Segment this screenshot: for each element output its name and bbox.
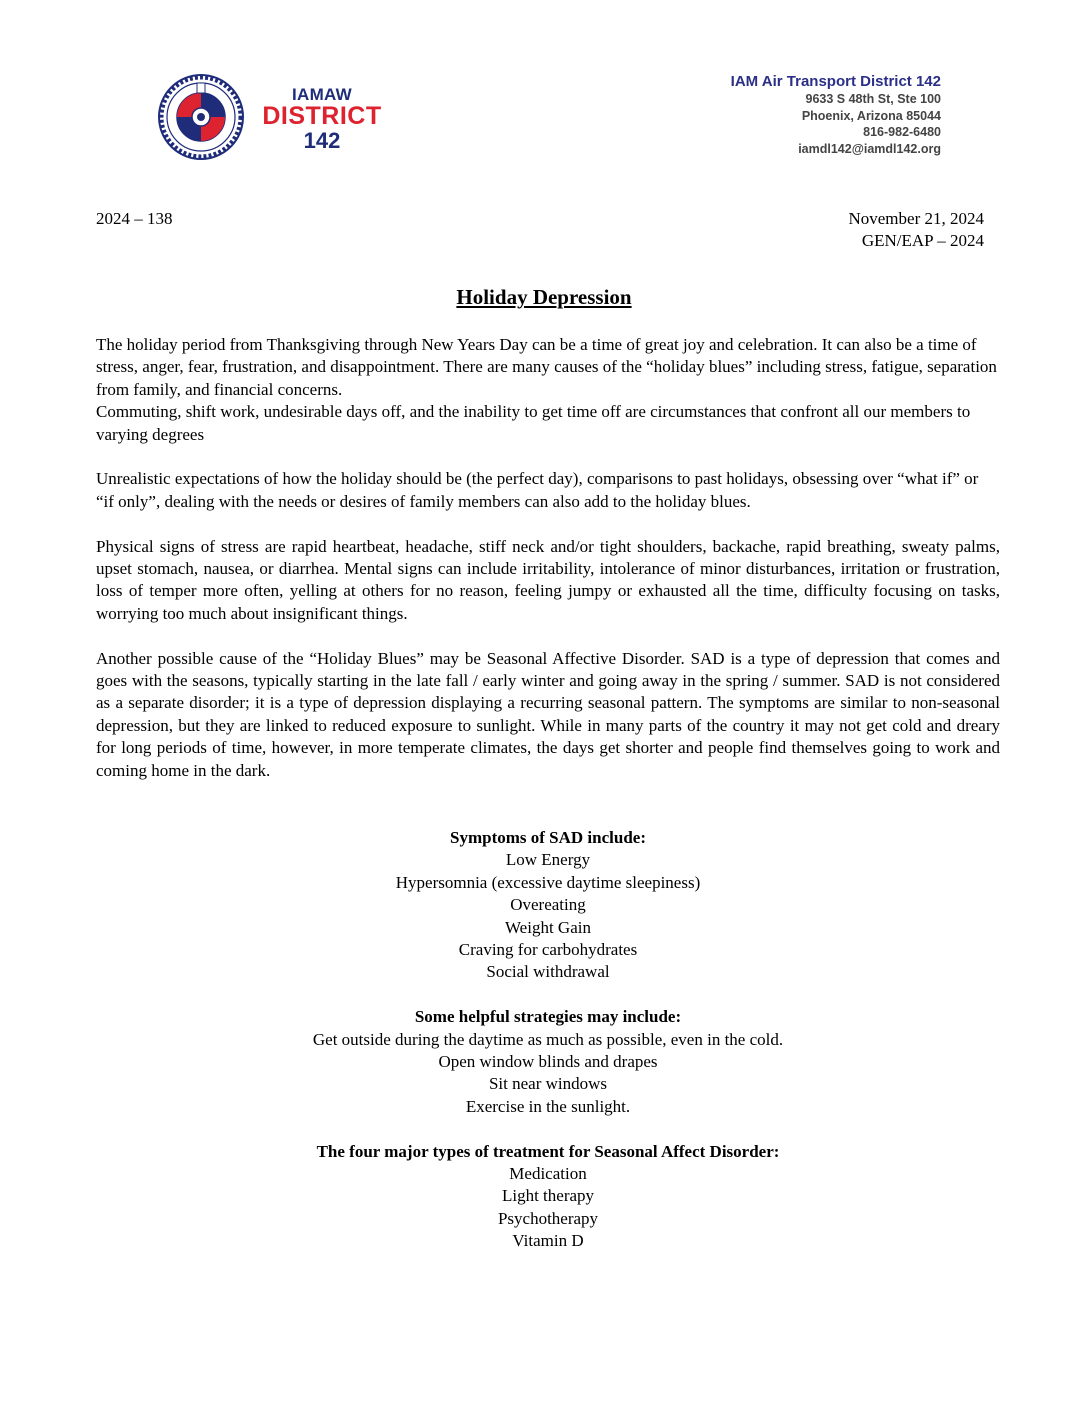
treatments-heading: The four major types of treatment for Seasonal Affect Disorder: [316,1141,780,1161]
list-item: Open window blinds and drapes [438,1052,658,1072]
brand-iamaw: IAMAW [291,85,353,104]
list-item: Craving for carbohydrates [458,940,638,960]
paragraph-intro: The holiday period from Thanksgiving through New Years Day can be a time of great joy and celebration. It can also be a time of stress, anger, fear, frustration, and disappointment. There are many causes of the “holiday blues” including stress, fatigue, separation from family, and financial concerns. [96,335,997,399]
list-item: Sit near windows [488,1074,608,1094]
list-item: Light therapy [501,1186,595,1206]
memo-date: November 21, 2024 [848,209,984,228]
treatments-list [0,1163,1088,1253]
memo-number: 2024 – 138 [96,209,173,228]
list-item: Psychotherapy [497,1208,599,1228]
list-item: Hypersomnia (excessive daytime sleepiness) [395,872,701,892]
list-item: Vitamin D [512,1231,584,1251]
paragraph-commuting: Commuting, shift work, undesirable days off, and the inability to get time off are circumstances that confront all our members to varying degrees [96,402,971,444]
list-item: Medication [509,1164,587,1184]
list-item: Exercise in the sunlight. [465,1096,631,1116]
address-line-2: Phoenix, Arizona 85044 [801,108,941,123]
memo-category: GEN/EAP – 2024 [861,231,984,250]
address-line-1: 9633 S 48th St, Ste 100 [805,92,941,106]
contact-block [731,72,941,157]
list-item: Weight Gain [505,917,591,937]
symptoms-list [0,849,1088,983]
email-address: iamdl142@iamdl142.org [798,141,941,156]
iam-seal-logo [157,73,245,161]
brand-number: 142 [303,128,341,153]
memo-meta [848,208,984,252]
org-name: IAM Air Transport District 142 [730,73,941,90]
page-title: Holiday Depression [456,285,632,309]
paragraph-sad: Another possible cause of the “Holiday Blues” may be Seasonal Affective Disorder. SAD is a type of depression that comes and goes with the seasons, typically starting in the late fall / early winter and going away in the spring / summer. SAD is not considered as a separate disorder; it is a type of depression displaying a recurring seasonal pattern. The symptoms are similar to non-seasonal depression, but they are linked to reduced exposure to sunlight. While in many parts of the country it may not get cold and dreary for long periods of time, however, in more temperate climates, the days get shorter and people find themselves going to work and coming home in the dark. [96,648,1000,780]
body-text [96,334,1000,782]
paragraph-stress-signs: Physical signs of stress are rapid heartbeat, headache, stiff neck and/or tight shoulders, backache, rapid breathing, sweaty palms, upset stomach, nausea, or diarrhea. Mental signs can include irritability, intolerance of minor disturbances, irritation or frustration, loss of temper more often, yelling at others for no reason, feeling jumpy or exhausted all the time, difficulty focusing on tasks, worrying too much about insignificant things. [96,536,1000,623]
list-item: Low Energy [505,850,591,870]
phone-number: 816-982-6480 [863,125,941,139]
list-item: Social withdrawal [486,962,610,982]
list-item: Get outside during the daytime as much as possible, even in the cold. [312,1029,784,1049]
strategies-list [0,1029,1088,1119]
paragraph-expectations: Unrealistic expectations of how the holiday should be (the perfect day), comparisons to past holidays, obsessing over “what if” or “if only”, dealing with the needs or desires of family members can also add to the holiday blues. [96,469,979,511]
strategies-heading: Some helpful strategies may include: [414,1007,682,1027]
list-item: Overeating [510,895,586,915]
brand-district: DISTRICT [262,102,382,130]
district-brand [252,86,392,152]
symptoms-heading: Symptoms of SAD include: [450,828,646,847]
info-lists [0,827,1088,1253]
